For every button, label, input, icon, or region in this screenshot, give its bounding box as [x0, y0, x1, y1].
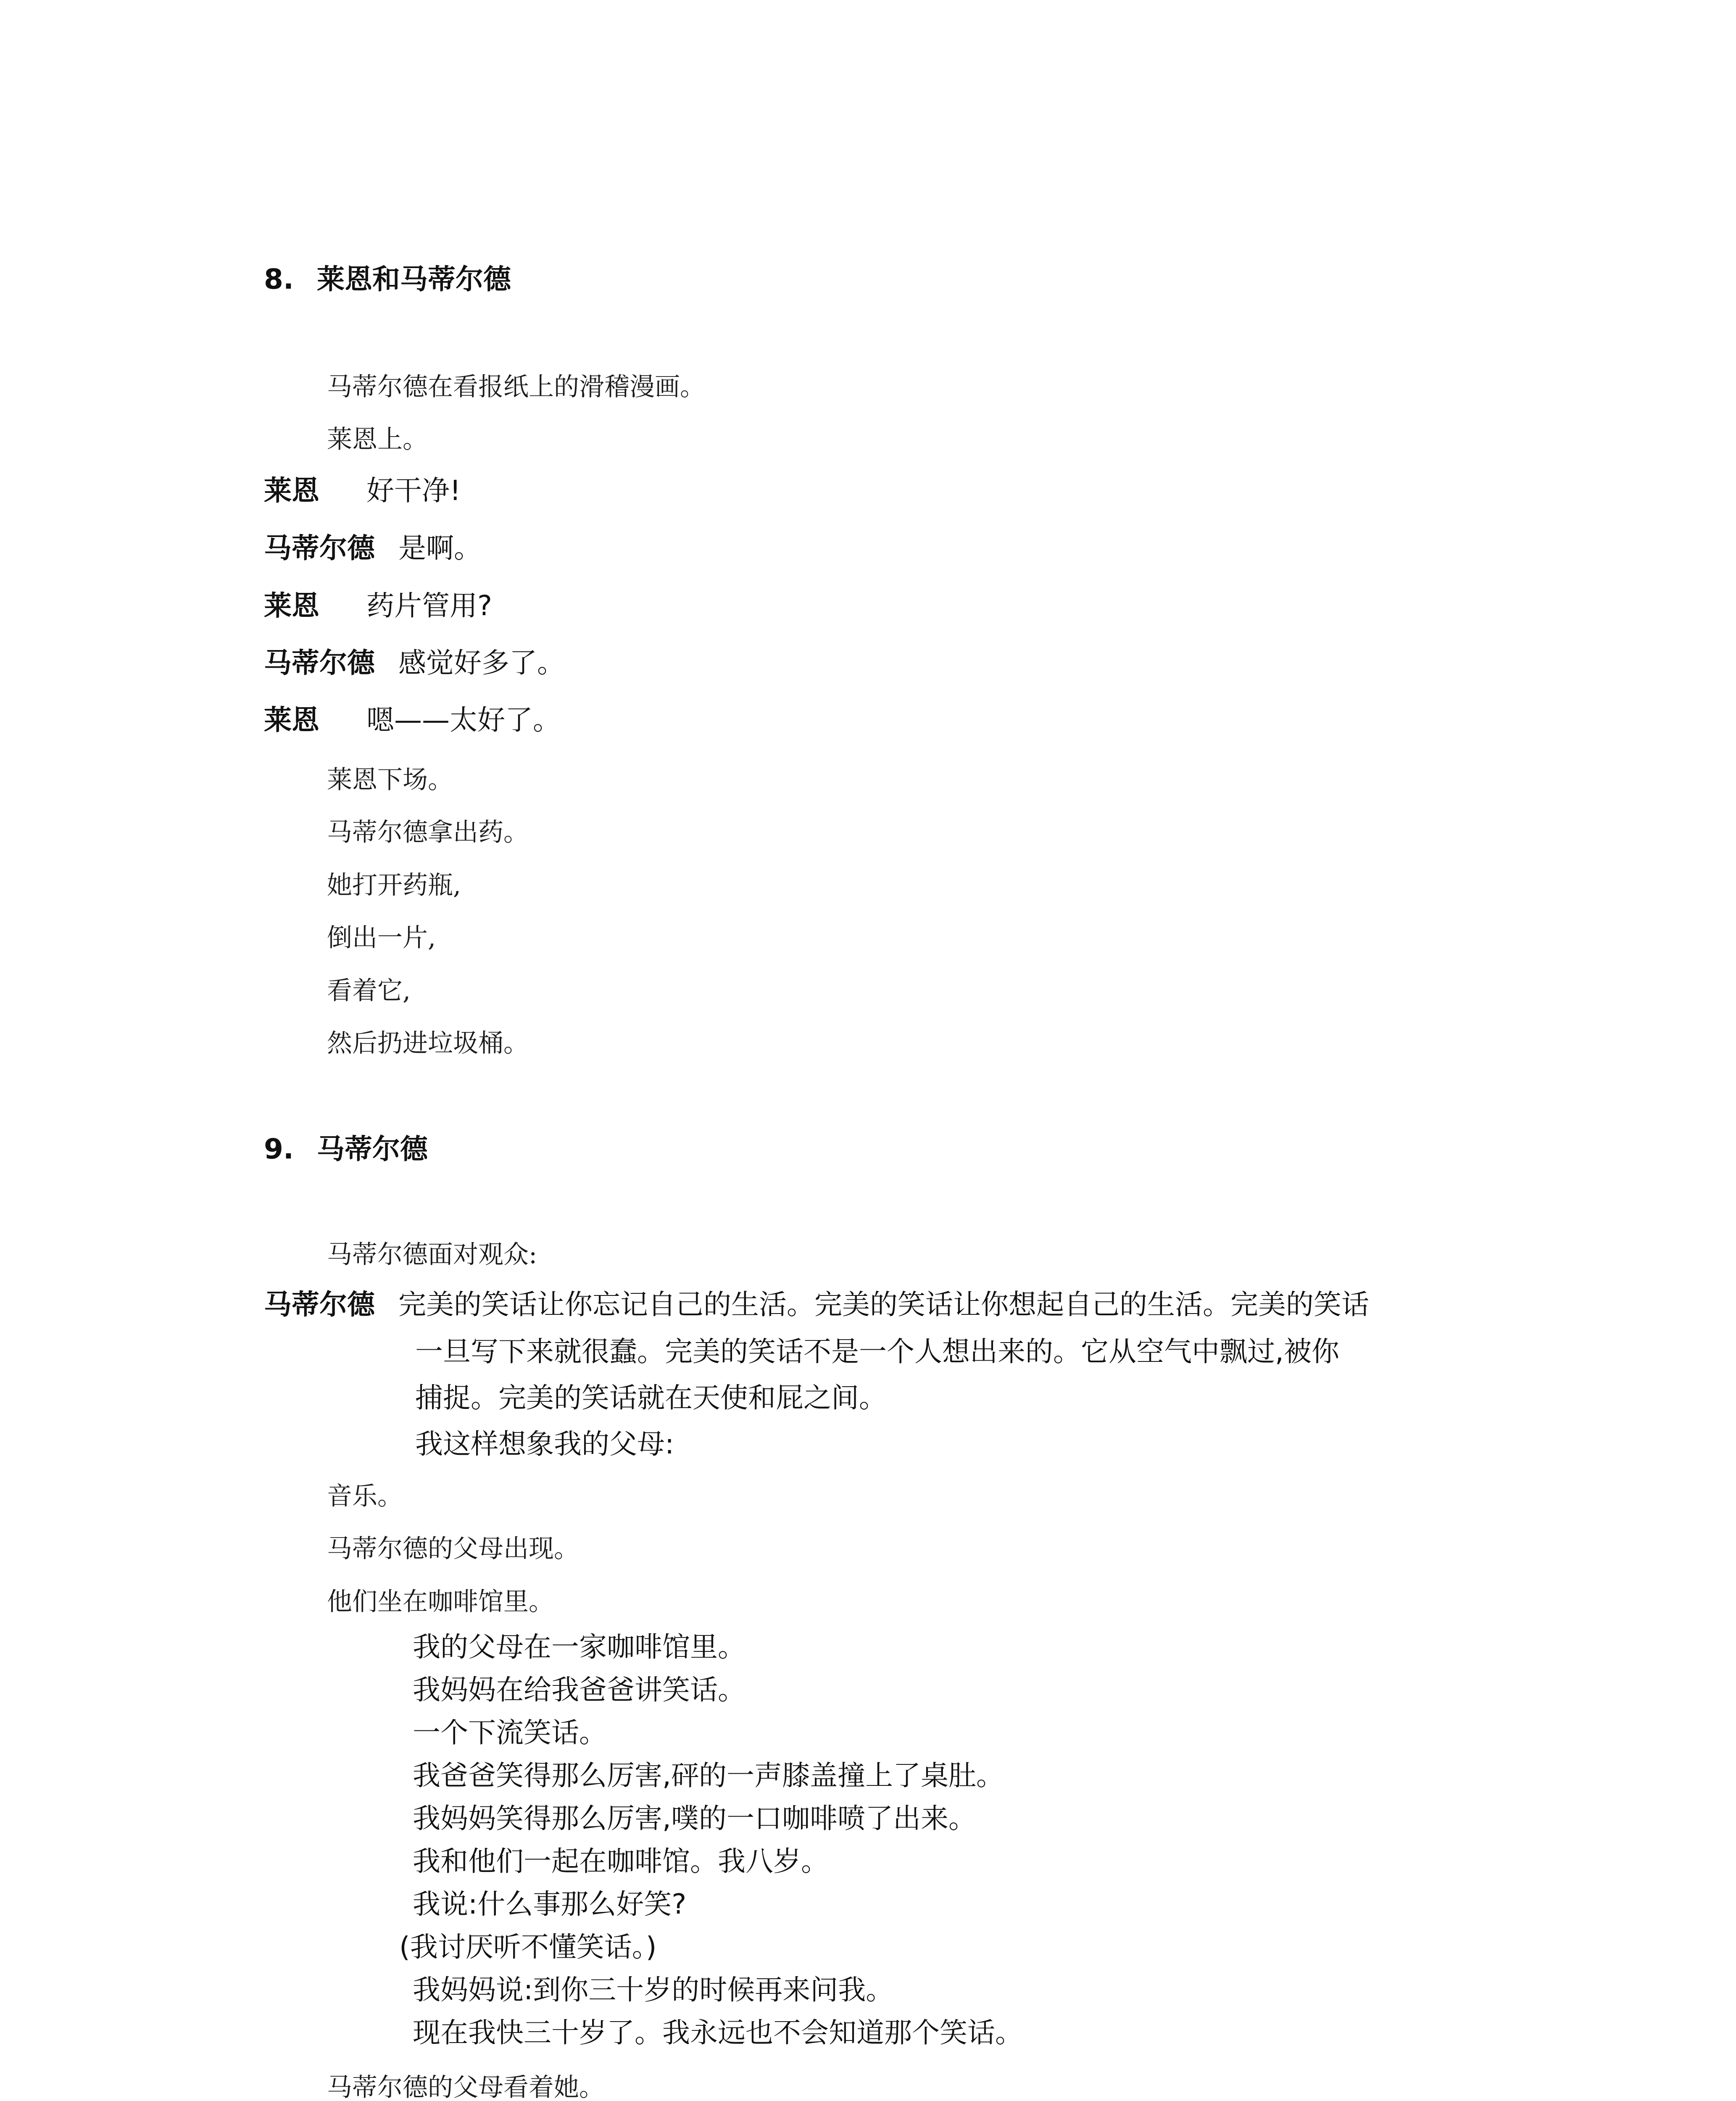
scene-heading	[264, 263, 511, 296]
speech-line: 我说:什么事那么好笑?	[413, 1888, 687, 1920]
speaker-name: 莱恩	[264, 474, 319, 507]
stage-direction: 然后扔进垃圾桶。	[327, 1029, 529, 1058]
scene-number: 9.	[264, 1133, 294, 1165]
speech-line: 捕捉。完美的笑话就在天使和屁之间。	[415, 1382, 887, 1414]
dialogue-line	[264, 646, 565, 680]
speech-line: 我这样想象我的父母:	[415, 1428, 674, 1460]
speech-line: 我妈妈在给我爸爸讲笑话。	[413, 1674, 746, 1706]
scene-heading	[264, 1132, 428, 1166]
speech-line: 我的父母在一家咖啡馆里。	[413, 1631, 746, 1663]
stage-direction: 倒出一片,	[327, 923, 436, 953]
speaker-name: 马蒂尔德	[264, 647, 375, 679]
dialogue-text: 嗯——太好了。	[366, 704, 561, 736]
scene-number: 8.	[264, 263, 294, 295]
speech-line: 现在我快三十岁了。我永远也不会知道那个笑话。	[413, 2017, 1023, 2049]
stage-direction: 她打开药瓶,	[327, 871, 461, 900]
stage-direction: 马蒂尔德在看报纸上的滑稽漫画。	[327, 372, 705, 402]
speech-line: 我爸爸笑得那么厉害,砰的一声膝盖撞上了桌肚。	[413, 1759, 1004, 1792]
stage-direction: 他们坐在咖啡馆里。	[327, 1587, 554, 1617]
scene-title: 马蒂尔德	[317, 1133, 428, 1165]
speech-line: 我和他们一起在咖啡馆。我八岁。	[413, 1845, 829, 1877]
speaker-name: 莱恩	[264, 590, 319, 622]
speech-line: 一旦写下来就很蠢。完美的笑话不是一个人想出来的。它从空气中飘过,被你	[415, 1335, 1339, 1368]
stage-direction: 音乐。	[327, 1482, 403, 1511]
stage-direction: 马蒂尔德面对观众:	[327, 1240, 537, 1269]
dialogue-text: 完美的笑话让你忘记自己的生活。完美的笑话让你想起自己的生活。完美的笑话	[398, 1288, 1369, 1321]
stage-direction: 马蒂尔德的父母出现。	[327, 1534, 579, 1564]
dialogue-line	[264, 474, 461, 508]
dialogue-line	[264, 532, 482, 565]
stage-direction: 莱恩上。	[327, 425, 428, 454]
scene-title: 莱恩和马蒂尔德	[317, 263, 511, 295]
speech-line: 我妈妈笑得那么厉害,噗的一口咖啡喷了出来。	[413, 1802, 976, 1835]
dialogue-text: 好干净!	[366, 474, 461, 507]
dialogue-line	[264, 589, 492, 623]
speech-line: 一个下流笑话。	[413, 1717, 607, 1749]
dialogue-text: 感觉好多了。	[398, 647, 565, 679]
speaker-name: 马蒂尔德	[264, 532, 375, 564]
stage-direction: 马蒂尔德的父母看着她。	[327, 2073, 604, 2101]
speaker-name: 马蒂尔德	[264, 1288, 375, 1321]
speaker-name: 莱恩	[264, 704, 319, 736]
dialogue-text: 药片管用?	[366, 590, 493, 622]
speech-line: 我妈妈说:到你三十岁的时候再来问我。	[413, 1974, 894, 2006]
dialogue-line	[264, 703, 561, 737]
speech-line: (我讨厌听不懂笑话。)	[399, 1931, 657, 1963]
stage-direction: 马蒂尔德拿出药。	[327, 818, 529, 847]
dialogue-text: 是啊。	[398, 532, 482, 564]
stage-direction: 看着它,	[327, 976, 411, 1006]
dialogue-line	[264, 1288, 1369, 1322]
stage-direction: 莱恩下场。	[327, 765, 453, 795]
